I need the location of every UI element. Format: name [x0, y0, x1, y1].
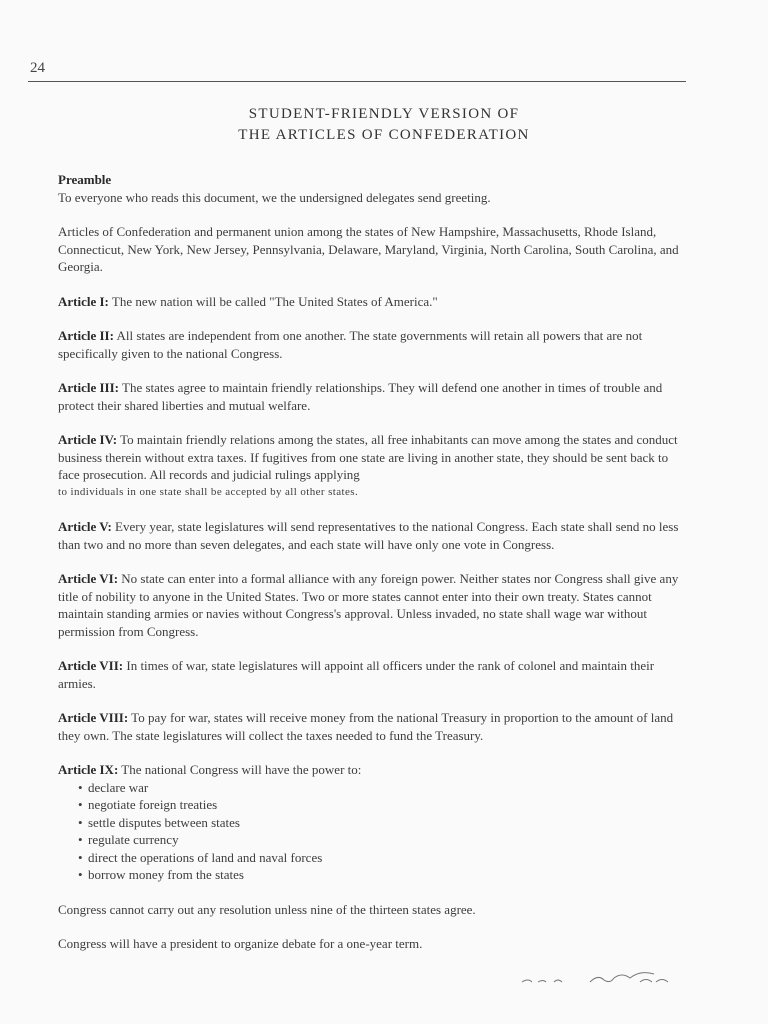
preamble-greeting: To everyone who reads this document, we the undersigned delegates send greeting. [58, 189, 491, 205]
article-4 [58, 431, 690, 501]
article-5 [58, 518, 690, 553]
article-label: Article VIII: [58, 710, 129, 725]
article-text: Every year, state legislatures will send representatives to the national Congress. Each state shall send no less than two and no more than seven delegates, and each state will have only one vote in Congress. [58, 519, 679, 552]
closing-2 [58, 935, 690, 953]
title-line-1: STUDENT-FRIENDLY VERSION OF [248, 106, 520, 122]
list-item: • negotiate foreign treaties [78, 796, 690, 814]
article-text: The new nation will be called "The United States of America." [108, 293, 438, 309]
document-body [58, 171, 690, 970]
closing-text: Congress will have a president to organize debate for a one-year term. [58, 936, 423, 951]
article-label: Article VII: [58, 658, 124, 673]
article-text: The states agree to maintain friendly relationships. They will defend one another in times of trouble and protect their shared liberties and mutual welfare. [58, 380, 663, 413]
article-text: In times of war, state legislatures will appoint all officers under the rank of colonel and maintain their armies. [58, 658, 655, 691]
article-text: All states are independent from one another. The state governments will retain all powers that are not specifically given to the national Congress. [58, 328, 643, 361]
article-2 [58, 327, 690, 362]
handwritten-mark-icon [520, 968, 680, 988]
article-label: Article VI: [58, 571, 119, 586]
article-label: Article I: [58, 293, 109, 309]
page-title [0, 104, 768, 146]
article-8 [58, 709, 690, 744]
article-7 [58, 657, 690, 692]
article-label: Article V: [58, 519, 112, 534]
congress-powers-list [58, 779, 690, 884]
article-text-small: to individuals in one state shall be accepted by all other states. [58, 485, 359, 498]
list-item: • direct the operations of land and naval forces [78, 849, 690, 867]
closing-1 [58, 901, 690, 919]
page-number: 24 [30, 60, 45, 76]
article-6 [58, 570, 690, 640]
article-1 [58, 293, 690, 311]
preamble-heading: Preamble [58, 172, 112, 187]
list-item: • settle disputes between states [78, 814, 690, 832]
preamble-union-text: Articles of Confederation and permanent union among the states of New Hampshire, Massachusetts, Rhode Island, Connecticut, New York, New Jersey, Pennsylvania, Delaware, Maryland, Virginia, North Carolina, South Carolina, and Georgia. [58, 224, 679, 274]
list-item: • regulate currency [78, 831, 690, 849]
article-text: The national Congress will have the power to: [118, 762, 362, 777]
article-label: Article II: [58, 328, 114, 343]
closing-text: Congress cannot carry out any resolution unless nine of the thirteen states agree. [58, 901, 476, 917]
header-rule [28, 81, 686, 82]
article-label: Article IX: [58, 762, 119, 777]
preamble-union [58, 223, 690, 276]
list-item: • declare war [78, 779, 690, 797]
article-label: Article IV: [58, 432, 118, 447]
article-9 [58, 761, 690, 884]
article-text: To maintain friendly relations among the states, all free inhabitants can move among the states and conduct business therein without extra taxes. If fugitives from one state are living in another state, they should be sent back to face prosecution. All records and judicial rulings applying [58, 432, 678, 482]
article-text: No state can enter into a formal alliance with any foreign power. Neither states nor Congress shall give any title of nobility to anyone in the United States. Two or more states cannot enter into their own treaty. States cannot maintain standing armies or navies without Congress's approval. Unless invaded, no state shall wage war without permission from Congress. [58, 571, 679, 639]
article-text: To pay for war, states will receive money from the national Treasury in proportion to the amount of land they own. The state legislatures will collect the taxes needed to fund the Treasury. [58, 710, 674, 743]
article-3 [58, 379, 690, 414]
article-label: Article III: [58, 380, 120, 395]
preamble-section [58, 171, 690, 206]
title-line-2: THE ARTICLES OF CONFEDERATION [238, 127, 530, 143]
list-item: • borrow money from the states [78, 866, 690, 884]
